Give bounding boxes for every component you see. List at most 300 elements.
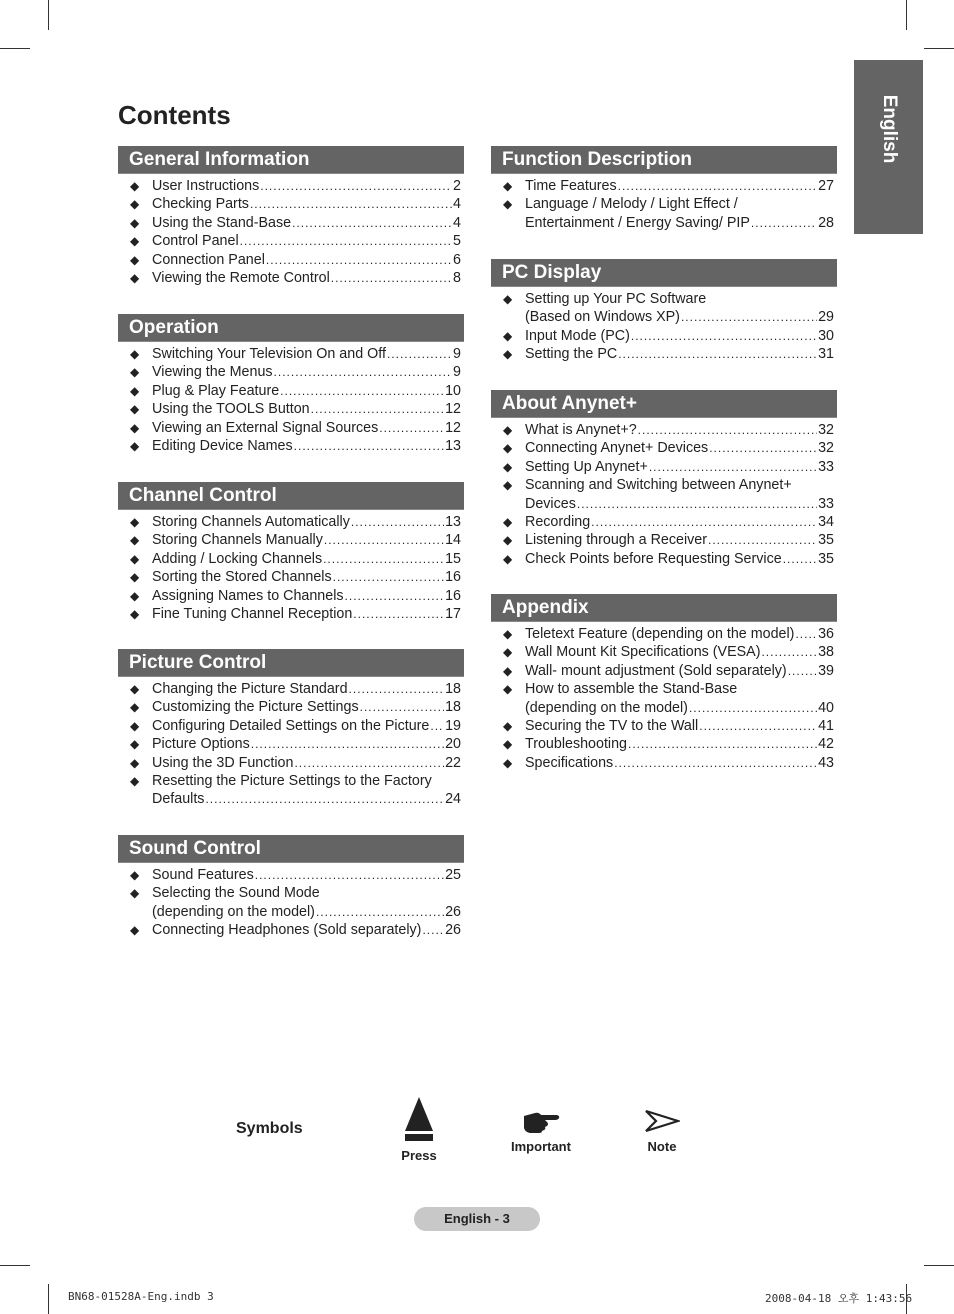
- dot-leader: [699, 717, 817, 735]
- toc-entry: [118, 195, 464, 213]
- toc-entry-title: Configuring Detailed Settings on the Picture: [152, 717, 430, 734]
- diamond-bullet-icon: ◆: [503, 441, 513, 456]
- dot-leader: [422, 921, 444, 939]
- press-icon: [403, 1095, 435, 1143]
- toc-list: [491, 625, 837, 772]
- dot-leader: [240, 232, 452, 250]
- toc-entry-title: Viewing the Remote Control: [152, 270, 330, 287]
- toc-entry-line: [152, 269, 461, 287]
- toc-entry: [118, 680, 464, 698]
- toc-entry-title: Troubleshooting: [525, 736, 627, 753]
- toc-entry-line: [152, 884, 461, 902]
- toc-entry-title: Scanning and Switching between Anynet+: [525, 477, 792, 494]
- toc-page-number: 43: [818, 754, 834, 771]
- toc-page-number: 4: [453, 196, 461, 213]
- toc-list: [118, 680, 464, 809]
- toc-list: [118, 866, 464, 940]
- toc-page-number: 6: [453, 251, 461, 268]
- diamond-bullet-icon: ◆: [130, 197, 140, 212]
- toc-entry-line: [152, 605, 461, 623]
- toc-page-number: 17: [445, 606, 461, 623]
- diamond-bullet-icon: ◆: [130, 420, 140, 435]
- toc-page-number: 9: [453, 346, 461, 362]
- toc-entry: [118, 866, 464, 884]
- dot-leader: [709, 439, 817, 457]
- toc-entry: [118, 772, 464, 809]
- toc-entry-title: Sorting the Stored Channels: [152, 569, 332, 586]
- dot-leader: [379, 419, 444, 437]
- toc-page-number: 13: [445, 514, 461, 530]
- toc-page-number: 19: [445, 717, 461, 734]
- toc-entry-title: Connecting Headphones (Sold separately): [152, 922, 422, 939]
- toc-entry-line: [525, 177, 834, 195]
- toc-entry: [118, 698, 464, 716]
- toc-entry-line: [525, 439, 834, 457]
- toc-entry: [491, 754, 837, 772]
- dot-leader: [274, 363, 453, 381]
- dot-leader: [681, 308, 817, 326]
- dot-leader: [649, 458, 817, 476]
- toc-page-number: 41: [818, 718, 834, 735]
- dot-leader: [345, 587, 445, 605]
- toc-entry: [118, 550, 464, 568]
- diamond-bullet-icon: ◆: [503, 645, 513, 660]
- toc-entry-line: [525, 195, 834, 213]
- section-channel-control: [118, 482, 464, 623]
- toc-entry-title: (depending on the model): [152, 903, 315, 920]
- toc-entry-line: [525, 754, 834, 772]
- toc-entry: [491, 680, 837, 717]
- toc-entry-title: (depending on the model): [525, 699, 688, 716]
- toc-list: [118, 177, 464, 287]
- toc-page-number: 33: [818, 495, 834, 512]
- toc-entry-line: [525, 458, 834, 476]
- diamond-bullet-icon: ◆: [503, 682, 513, 697]
- toc-entry-line: [152, 921, 461, 939]
- toc-page-number: 16: [445, 587, 461, 604]
- toc-entry-line: [525, 531, 834, 549]
- diamond-bullet-icon: ◆: [130, 886, 140, 901]
- diamond-bullet-icon: ◆: [130, 682, 140, 696]
- toc-entry: [118, 531, 464, 549]
- toc-entry-title: Teletext Feature (depending on the model): [525, 626, 795, 642]
- toc-entry: [118, 921, 464, 939]
- crop-mark: [0, 1265, 30, 1266]
- dot-leader: [294, 437, 444, 455]
- crop-mark: [906, 0, 907, 30]
- toc-entry-title: Switching Your Television On and Off: [152, 346, 386, 362]
- diamond-bullet-icon: ◆: [503, 755, 513, 770]
- toc-entry: [118, 587, 464, 605]
- section-picture-control: [118, 649, 464, 809]
- section-about-anynet: [491, 390, 837, 568]
- toc-page-number: 26: [445, 922, 461, 939]
- dot-leader: [631, 327, 817, 345]
- toc-entry-line: [152, 400, 461, 418]
- toc-entry-title: Using the 3D Function: [152, 754, 294, 771]
- toc-entry: [491, 345, 837, 363]
- diamond-bullet-icon: ◆: [130, 383, 140, 398]
- toc-page-number: 26: [445, 903, 461, 920]
- section-heading: Sound Control: [118, 835, 464, 863]
- dot-leader: [294, 754, 444, 772]
- toc-entry-line: [525, 699, 834, 717]
- dot-leader: [751, 214, 817, 232]
- toc-entry: [118, 345, 464, 363]
- dot-leader: [795, 625, 817, 643]
- diamond-bullet-icon: ◆: [503, 347, 513, 362]
- diamond-bullet-icon: ◆: [130, 570, 140, 585]
- toc-entry-title: Setting Up Anynet+: [525, 458, 648, 475]
- toc-entry: [118, 419, 464, 437]
- toc-entry: [491, 177, 837, 195]
- toc-entry-title: Selecting the Sound Mode: [152, 885, 320, 902]
- toc-entry-title: Storing Channels Manually: [152, 532, 323, 549]
- toc-page-number: 28: [818, 214, 834, 231]
- toc-entry-line: [152, 735, 461, 753]
- toc-page-number: 2: [453, 178, 461, 194]
- toc-entry-line: [525, 290, 834, 308]
- toc-page-number: 36: [818, 626, 834, 642]
- section-heading: Operation: [118, 314, 464, 342]
- toc-entry: [118, 754, 464, 772]
- toc-page-number: 40: [818, 699, 834, 716]
- symbol-important: [500, 1108, 582, 1154]
- toc-entry: [491, 421, 837, 439]
- diamond-bullet-icon: ◆: [130, 365, 140, 380]
- toc-entry: [118, 735, 464, 753]
- toc-entry: [491, 290, 837, 327]
- toc-entry-title: Time Features: [525, 178, 617, 194]
- section-operation: [118, 314, 464, 455]
- diamond-bullet-icon: ◆: [503, 328, 513, 343]
- toc-entry: [118, 884, 464, 921]
- toc-entry-title: Using the Stand-Base: [152, 214, 292, 231]
- toc-entry-line: [525, 345, 834, 363]
- toc-entry-line: [525, 625, 834, 643]
- toc-page-number: 34: [818, 514, 834, 531]
- dot-leader: [591, 513, 817, 531]
- toc-entry-title: Setting the PC: [525, 346, 618, 363]
- dot-leader: [577, 495, 817, 513]
- diamond-bullet-icon: ◆: [503, 719, 513, 734]
- diamond-bullet-icon: ◆: [130, 271, 140, 286]
- toc-entry-title: Viewing the Menus: [152, 364, 273, 381]
- toc-entry-line: [152, 513, 461, 531]
- toc-page-number: 18: [445, 699, 461, 716]
- toc-entry-line: [525, 643, 834, 661]
- section-heading: About Anynet+: [491, 390, 837, 418]
- dot-leader: [333, 568, 444, 586]
- dot-leader: [205, 790, 444, 808]
- toc-entry-line: [525, 735, 834, 753]
- toc-entry-title: Entertainment / Energy Saving/ PIP: [525, 214, 750, 231]
- note-arrow-icon: [644, 1108, 680, 1134]
- toc-entry: [491, 531, 837, 549]
- side-tab-label: English: [879, 94, 900, 164]
- toc-entry-title: Securing the TV to the Wall: [525, 718, 699, 735]
- toc-entry-title: Wall Mount Kit Specifications (VESA): [525, 644, 761, 661]
- section-heading: Channel Control: [118, 482, 464, 510]
- diamond-bullet-icon: ◆: [130, 347, 140, 361]
- diamond-bullet-icon: ◆: [130, 700, 140, 715]
- toc-entry-line: [152, 568, 461, 586]
- toc-entry-title: Using the TOOLS Button: [152, 401, 310, 418]
- dot-leader: [323, 550, 444, 568]
- crop-mark: [48, 1284, 49, 1314]
- toc-entry-title: User Instructions: [152, 178, 260, 194]
- toc-entry-title: Resetting the Picture Settings to the Factory: [152, 773, 432, 790]
- dot-leader: [266, 251, 452, 269]
- toc-page-number: 25: [445, 867, 461, 883]
- toc-entry-title: Adding / Locking Channels: [152, 550, 323, 567]
- toc-entry-title: Storing Channels Automatically: [152, 514, 350, 530]
- toc-entry-line: [525, 495, 834, 513]
- toc-page-number: 27: [818, 178, 834, 194]
- toc-entry-title: Setting up Your PC Software: [525, 291, 707, 307]
- toc-entry: [118, 605, 464, 623]
- dot-leader: [251, 735, 444, 753]
- toc-entry: [118, 382, 464, 400]
- toc-entry: [491, 717, 837, 735]
- toc-entry-title: Check Points before Requesting Service: [525, 550, 782, 567]
- dot-leader: [708, 531, 817, 549]
- page-title: Contents: [118, 100, 231, 130]
- diamond-bullet-icon: ◆: [130, 923, 140, 938]
- dot-leader: [689, 699, 817, 717]
- toc-entry-title: Language / Melody / Light Effect /: [525, 196, 738, 213]
- print-slug-left: BN68-01528A-Eng.indb 3: [68, 1290, 214, 1303]
- dot-leader: [761, 643, 817, 661]
- diamond-bullet-icon: ◆: [130, 439, 140, 454]
- toc-page-number: 10: [445, 382, 461, 399]
- toc-page-number: 38: [818, 644, 834, 661]
- toc-page-number: 14: [445, 532, 461, 549]
- toc-entry-line: [525, 717, 834, 735]
- dot-leader: [280, 382, 444, 400]
- diamond-bullet-icon: ◆: [130, 402, 140, 417]
- dot-leader: [250, 195, 452, 213]
- toc-entry-line: [152, 772, 461, 790]
- diamond-bullet-icon: ◆: [130, 588, 140, 603]
- toc-page-number: 12: [445, 419, 461, 436]
- pointing-hand-icon: [521, 1108, 561, 1134]
- toc-entry: [118, 568, 464, 586]
- toc-page-number: 8: [453, 270, 461, 287]
- toc-page-number: 42: [818, 736, 834, 753]
- toc-entry-title: Listening through a Receiver: [525, 532, 707, 549]
- toc-entry-line: [152, 531, 461, 549]
- toc-entry-line: [525, 513, 834, 531]
- toc-entry-line: [152, 680, 461, 698]
- toc-entry: [491, 513, 837, 531]
- toc-list: [118, 345, 464, 455]
- toc-entry-title: Wall- mount adjustment (Sold separately): [525, 662, 787, 679]
- toc-entry: [118, 269, 464, 287]
- toc-entry: [491, 439, 837, 457]
- toc-entry-line: [152, 437, 461, 455]
- diamond-bullet-icon: ◆: [503, 515, 513, 530]
- diamond-bullet-icon: ◆: [130, 737, 140, 752]
- toc-entry: [491, 662, 837, 680]
- toc-entry-title: Specifications: [525, 754, 614, 771]
- toc-entry-line: [525, 680, 834, 698]
- toc-entry-line: [152, 195, 461, 213]
- toc-page-number: 31: [818, 346, 834, 363]
- toc-entry: [118, 437, 464, 455]
- toc-entry-line: [152, 754, 461, 772]
- toc-entry-line: [152, 251, 461, 269]
- page-number-badge: English - 3: [414, 1207, 540, 1231]
- toc-page-number: 18: [445, 681, 461, 697]
- toc-entry: [491, 550, 837, 568]
- toc-entry-title: (Based on Windows XP): [525, 309, 680, 326]
- toc-entry-title: Editing Device Names: [152, 438, 293, 455]
- toc-entry-line: [152, 698, 461, 716]
- diamond-bullet-icon: ◆: [130, 718, 140, 733]
- toc-entry-title: How to assemble the Stand-Base: [525, 681, 738, 698]
- dot-leader: [349, 680, 445, 698]
- dot-leader: [311, 400, 444, 418]
- toc-entry-title: Connecting Anynet+ Devices: [525, 440, 709, 457]
- diamond-bullet-icon: ◆: [130, 234, 140, 249]
- toc-entry-line: [152, 790, 461, 808]
- toc-entry-title: Recording: [525, 514, 591, 531]
- dot-leader: [638, 421, 817, 439]
- crop-mark: [924, 48, 954, 49]
- toc-entry-line: [152, 717, 461, 735]
- dot-leader: [618, 177, 817, 195]
- diamond-bullet-icon: ◆: [130, 515, 140, 529]
- toc-entry-line: [525, 550, 834, 568]
- toc-entry-title: Checking Parts: [152, 196, 249, 213]
- toc-entry-line: [525, 214, 834, 232]
- diamond-bullet-icon: ◆: [130, 551, 140, 566]
- dot-leader: [316, 903, 444, 921]
- toc-entry-line: [152, 177, 461, 195]
- dot-leader: [324, 531, 444, 549]
- toc-entry-title: Input Mode (PC): [525, 327, 630, 344]
- toc-entry: [118, 717, 464, 735]
- toc-page-number: 16: [445, 569, 461, 586]
- toc-entry: [118, 251, 464, 269]
- toc-entry: [491, 735, 837, 753]
- diamond-bullet-icon: ◆: [130, 774, 140, 789]
- toc-entry-line: [525, 476, 834, 494]
- symbol-important-caption: Important: [511, 1139, 571, 1154]
- crop-mark: [924, 1265, 954, 1266]
- diamond-bullet-icon: ◆: [503, 423, 513, 437]
- toc-entry: [118, 513, 464, 531]
- toc-entry-title: Fine Tuning Channel Reception: [152, 606, 353, 623]
- toc-entry-title: Customizing the Picture Settings: [152, 699, 359, 716]
- toc-page-number: 9: [453, 364, 461, 381]
- dot-leader: [618, 345, 817, 363]
- toc-entry-title: Changing the Picture Standard: [152, 681, 348, 697]
- toc-page-number: 29: [818, 309, 834, 326]
- toc-entry: [118, 400, 464, 418]
- toc-entry: [491, 643, 837, 661]
- toc-entry-title: Sound Features: [152, 867, 254, 883]
- dot-leader: [292, 214, 452, 232]
- toc-entry-line: [152, 419, 461, 437]
- toc-entry-line: [152, 232, 461, 250]
- crop-mark: [48, 0, 49, 30]
- diamond-bullet-icon: ◆: [503, 292, 513, 306]
- toc-entry-title: Devices: [525, 495, 576, 512]
- toc-entry-line: [525, 308, 834, 326]
- diamond-bullet-icon: ◆: [130, 215, 140, 230]
- toc-entry-title: Assigning Names to Channels: [152, 587, 344, 604]
- toc-list: [118, 513, 464, 623]
- crop-mark: [0, 48, 30, 49]
- toc-page-number: 30: [818, 327, 834, 344]
- toc-entry-title: Picture Options: [152, 736, 250, 753]
- section-function-description: [491, 146, 837, 232]
- dot-leader: [351, 513, 444, 531]
- diamond-bullet-icon: ◆: [503, 737, 513, 752]
- toc-entry: [491, 458, 837, 476]
- toc-entry-title: What is Anynet+?: [525, 422, 637, 438]
- toc-entry: [491, 476, 837, 513]
- diamond-bullet-icon: ◆: [503, 663, 513, 678]
- symbols-label: Symbols: [236, 1120, 303, 1137]
- toc-entry: [491, 625, 837, 643]
- toc-entry: [118, 232, 464, 250]
- toc-entry: [491, 327, 837, 345]
- section-pc-display: [491, 259, 837, 364]
- toc-entry: [118, 214, 464, 232]
- symbol-press: [398, 1095, 440, 1163]
- dot-leader: [614, 754, 817, 772]
- toc-entry-title: Connection Panel: [152, 251, 265, 268]
- dot-leader: [255, 866, 444, 884]
- section-heading: PC Display: [491, 259, 837, 287]
- diamond-bullet-icon: ◆: [130, 868, 140, 882]
- toc-entry: [491, 195, 837, 232]
- print-slug-right: 2008-04-18 오후 1:43:56: [765, 1292, 913, 1305]
- dot-leader: [353, 605, 444, 623]
- section-heading: Appendix: [491, 594, 837, 622]
- toc-page-number: 39: [818, 662, 834, 679]
- toc-page-number: 4: [453, 214, 461, 231]
- diamond-bullet-icon: ◆: [503, 197, 513, 212]
- toc-entry-line: [525, 421, 834, 439]
- toc-page-number: 15: [445, 550, 461, 567]
- dot-leader: [628, 735, 817, 753]
- diamond-bullet-icon: ◆: [503, 627, 513, 641]
- toc-page-number: 24: [445, 791, 461, 808]
- diamond-bullet-icon: ◆: [503, 551, 513, 566]
- dot-leader: [387, 345, 452, 363]
- toc-entry: [118, 363, 464, 381]
- symbol-note: [640, 1108, 684, 1154]
- toc-page-number: 20: [445, 736, 461, 753]
- toc-entry-line: [152, 363, 461, 381]
- symbol-note-caption: Note: [647, 1139, 677, 1154]
- symbol-press-caption: Press: [401, 1148, 437, 1163]
- dot-leader: [430, 717, 444, 735]
- diamond-bullet-icon: ◆: [130, 252, 140, 267]
- toc-entry-line: [525, 327, 834, 345]
- toc-entry-title: Plug & Play Feature: [152, 382, 280, 399]
- dot-leader: [360, 698, 444, 716]
- section-general-information: [118, 146, 464, 287]
- dot-leader: [331, 269, 452, 287]
- toc-entry-line: [152, 214, 461, 232]
- diamond-bullet-icon: ◆: [130, 755, 140, 770]
- toc-entry-line: [152, 866, 461, 884]
